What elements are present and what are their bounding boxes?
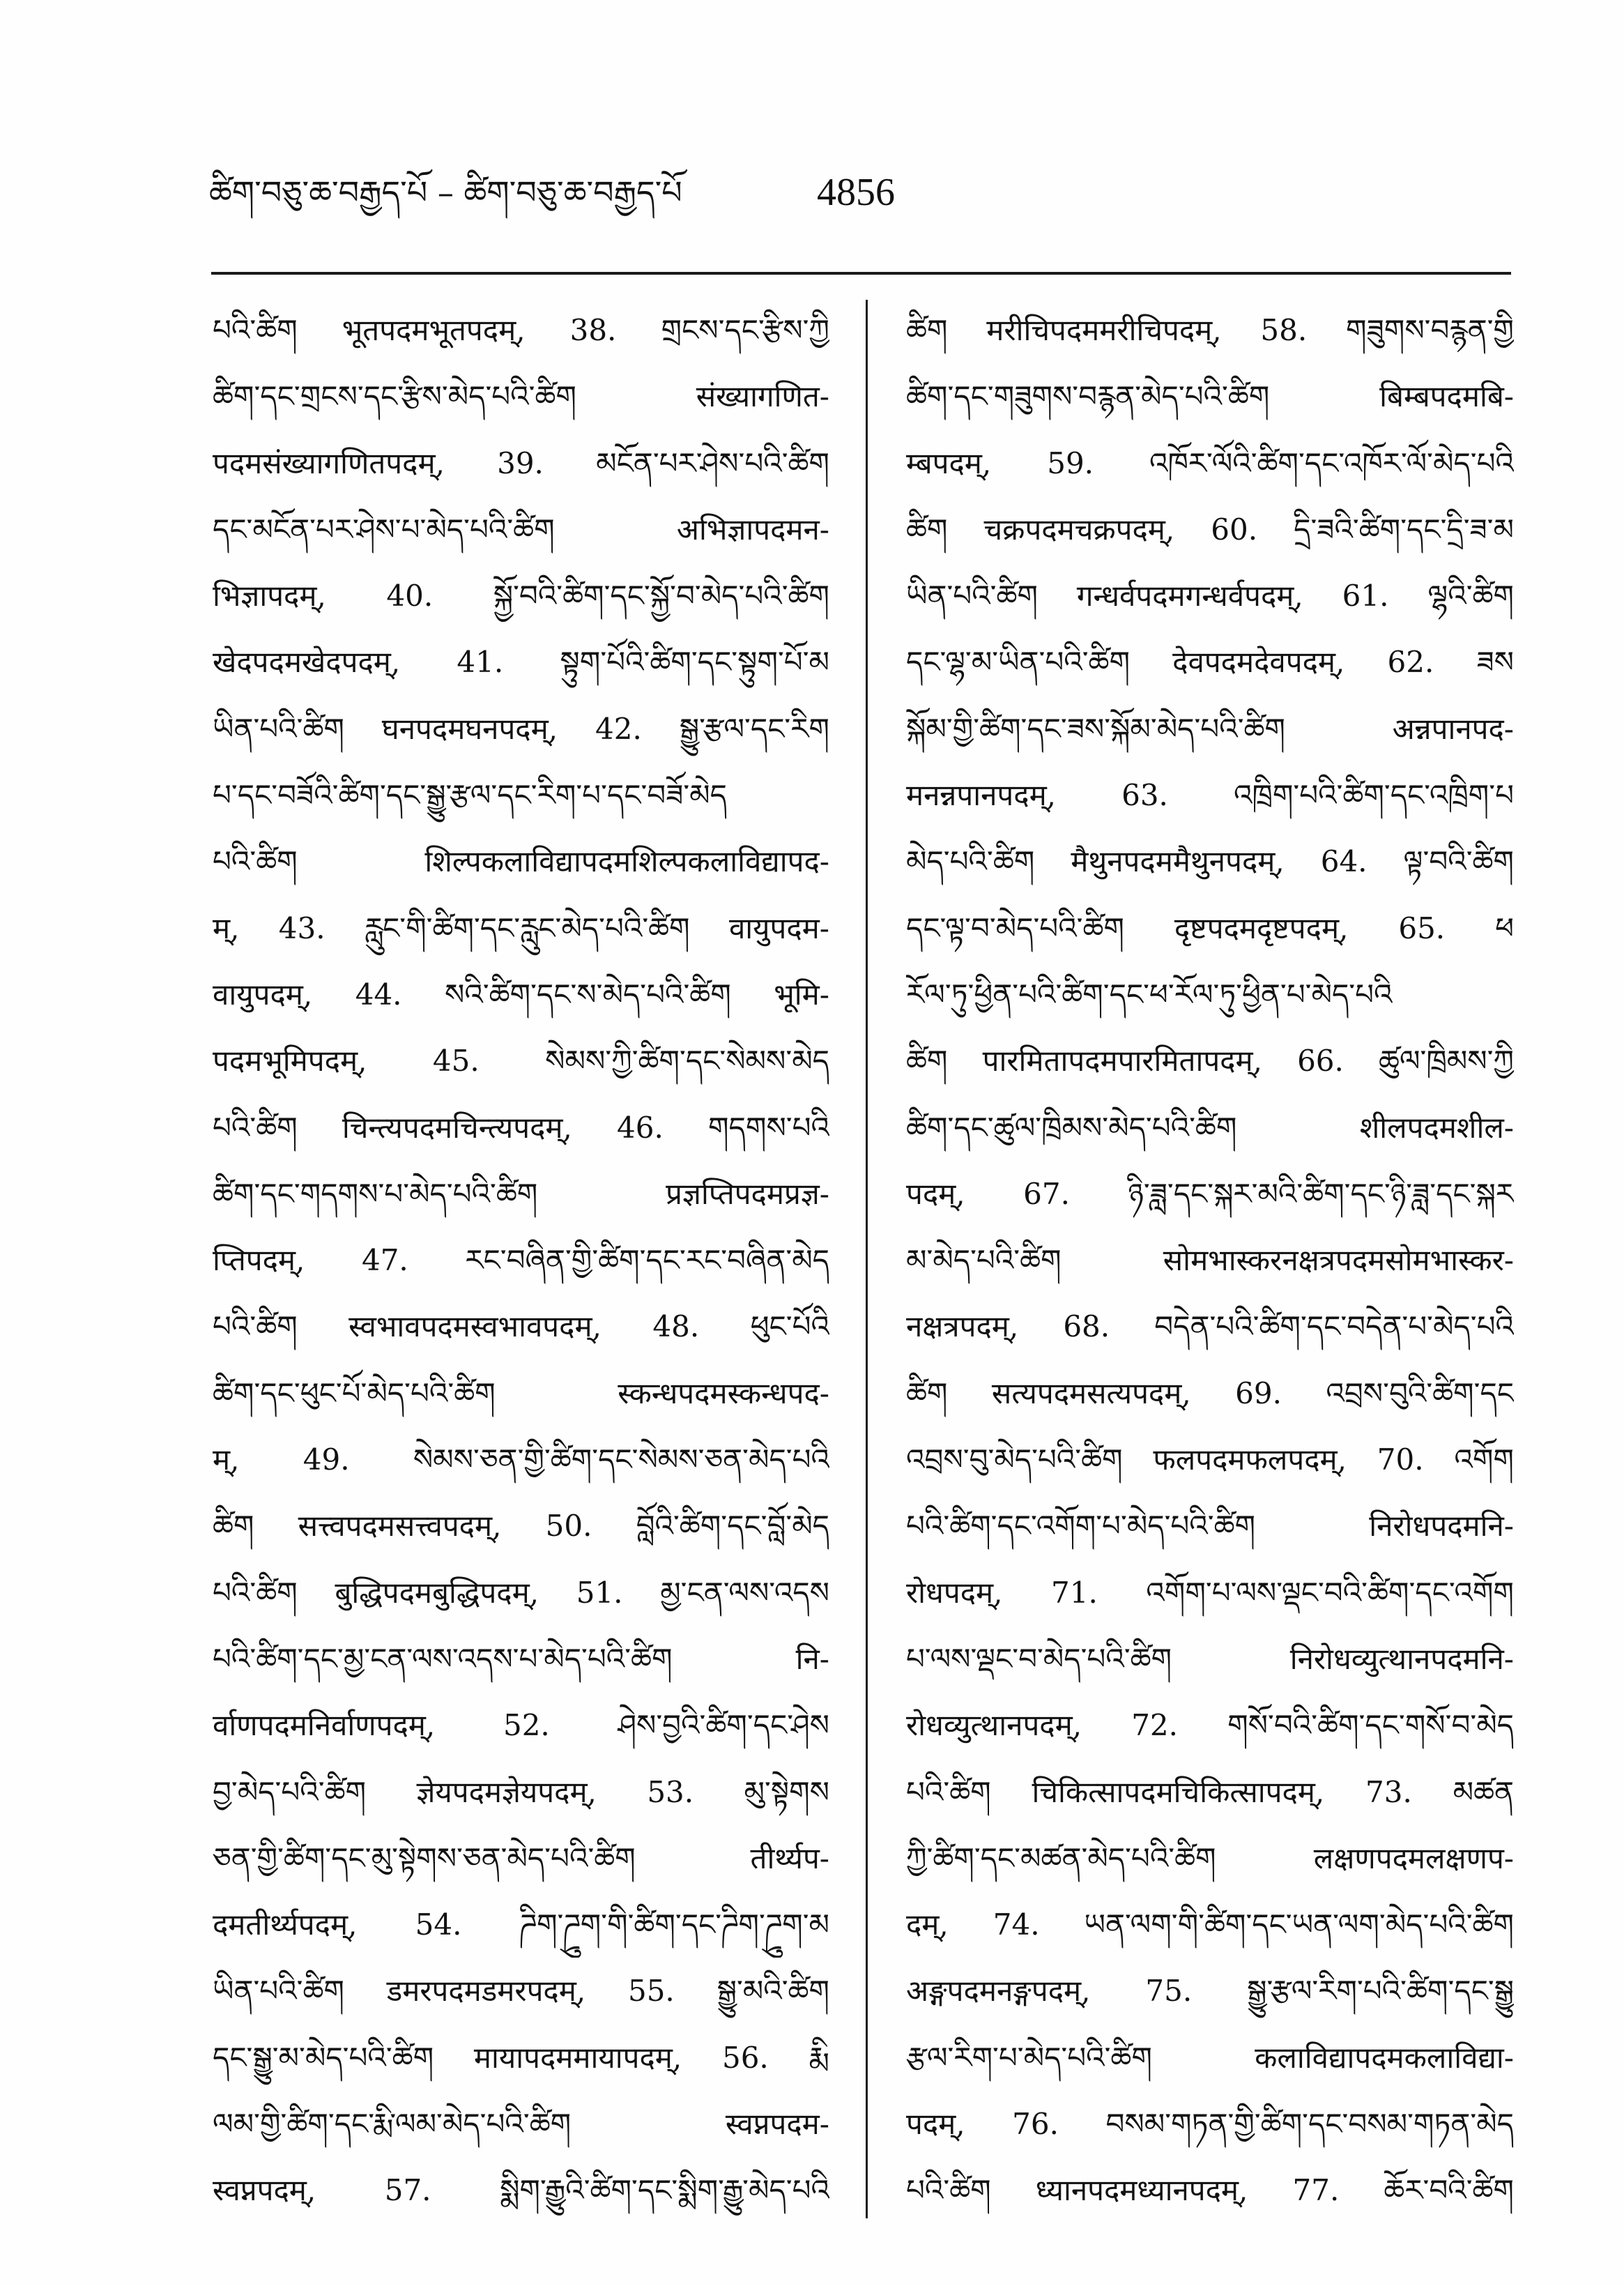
text-line: པ་དང་བཟོའི་ཚིག་དང་སྒྱུ་རྩལ་དང་རིག་པ་དང་བཟོ་མེད	[213, 778, 727, 813]
text-line: अङ्गपदमनङ्गपदम्, 75. སྒྱུ་རྩལ་རིག་པའི་ཚིག་དང་སྒྱུ	[906, 1974, 1514, 2009]
text-line: ཚིག पारमितापदमपारमितापदम्, 66. ཚུལ་ཁྲིམས་ཀྱི	[906, 1044, 1514, 1079]
text-line: ཡིན་པའི་ཚིག घनपदमघनपदम्, 42. སྒྱུ་རྩལ་དང་རིག	[213, 711, 829, 746]
text-line: पदम्, 67. ཉི་ཟླ་དང་སྐར་མའི་ཚིག་དང་ཉི་ཟླ་དང་སྐར	[906, 1176, 1514, 1211]
text-line: རྩལ་རིག་པ་མེད་པའི་ཚིག कलाविद्यापदमकलाविद्या-	[906, 2040, 1514, 2075]
text-line: འབྲས་བུ་མེད་པའི་ཚིག फलपदमफलपदम्, 70. འགོག	[906, 1442, 1514, 1477]
text-line: नक्षत्रपदम्, 68. བདེན་པའི་ཚིག་དང་བདེན་པ་མེད་པའི	[906, 1309, 1514, 1344]
text-line: ཡིན་པའི་ཚིག गन्धर्वपदमगन्धर्वपदम्, 61. ལྷའི་ཚིག	[906, 579, 1514, 614]
text-line: ཚིག་དང་ཚུལ་ཁྲིམས་མེད་པའི་ཚིག शीलपदमशील-	[906, 1110, 1514, 1145]
text-line: म्बपदम्, 59. འཁོར་ལོའི་ཚིག་དང་འཁོར་ལོ་མེད་པའི	[906, 445, 1514, 480]
text-line: पदमसंख्यागणितपदम्, 39. མངོན་པར་ཤེས་པའི་ཚིག	[213, 445, 829, 480]
text-line: ཚིག་དང་གཟུགས་བརྙན་མེད་པའི་ཚིག बिम्बपदमबि-	[906, 379, 1514, 414]
text-line: ཚིག सत्यपदमसत्यपदम्, 69. འབྲས་བུའི་ཚིག་དང	[906, 1376, 1514, 1410]
text-line: रोधव्युत्थानपदम्, 72. གསོ་བའི་ཚིག་དང་གསོ་བ་མེད	[906, 1708, 1514, 1743]
header-rule	[211, 272, 1511, 275]
text-line: ཅན་གྱི་ཚིག་དང་མུ་སྟེགས་ཅན་མེད་པའི་ཚིག तीर्थ्यप-	[213, 1841, 829, 1875]
page-number: 4856	[817, 171, 895, 214]
text-line: पदम्, 76. བསམ་གཏན་གྱི་ཚིག་དང་བསམ་གཏན་མེད	[906, 2107, 1514, 2142]
text-line: भिज्ञापदम्, 40. སྐྱོ་བའི་ཚིག་དང་སྐྱོ་བ་མེད་པའི་ཚིག	[213, 579, 829, 614]
text-line: ཚིག चक्रपदमचक्रपदम्, 60. དྲི་ཟའི་ཚིག་དང་དྲི་ཟ་མ	[906, 512, 1514, 547]
text-line: खेदपदमखेदपदम्, 41. སྟུག་པོའི་ཚིག་དང་སྟུག་པོ་མ	[213, 645, 829, 680]
running-title: ཚིག་བཅུ་ཆ་བརྒྱད་པོ – ཚིག་བཅུ་ཆ་བརྒྱད་པོ	[209, 174, 682, 211]
text-line: प्तिपदम्, 47. རང་བཞིན་གྱི་ཚིག་དང་རང་བཞིན་མེད	[213, 1243, 829, 1278]
text-line: रोधपदम्, 71. འགོག་པ་ལས་ལྡང་བའི་ཚིག་དང་འགོག	[906, 1575, 1514, 1610]
text-line: पदमभूमिपदम्, 45. སེམས་ཀྱི་ཚིག་དང་སེམས་མེད	[213, 1044, 829, 1079]
text-line: པའི་ཚིག भूतपदमभूतपदम्, 38. གྲངས་དང་རྩིས་ཀྱི	[213, 313, 829, 347]
text-line: པའི་ཚིག चिन्त्यपदमचिन्त्यपदम्, 46. གདགས་པའི	[213, 1110, 829, 1145]
text-line: པའི་ཚིག་དང་མྱ་ངན་ལས་འདས་པ་མེད་པའི་ཚིག नि-	[213, 1641, 829, 1676]
text-line: ཡིན་པའི་ཚིག डमरपदमडमरपदम्, 55. སྒྱུ་མའི་ཚིག	[213, 1974, 829, 2009]
text-line: དང་མངོན་པར་ཤེས་པ་མེད་པའི་ཚིག अभिज्ञापदमन-	[213, 512, 829, 547]
text-line: ཚིག सत्त्वपदमसत्त्वपदम्, 50. བློའི་ཚིག་དང་བློ་མེད	[213, 1509, 829, 1544]
text-line: ཚིག་དང་ཕུང་པོ་མེད་པའི་ཚིག स्कन्धपदमस्कन्धपद-	[213, 1376, 829, 1410]
text-line: ཚིག་དང་གདགས་པ་མེད་པའི་ཚིག प्रज्ञप्तिपदमप्रज्ञ-	[213, 1176, 829, 1211]
column-divider	[866, 300, 868, 2218]
text-line: བྱ་མེད་པའི་ཚིག ज्ञेयपदमज्ञेयपदम्, 53. མུ་སྟེགས	[213, 1774, 829, 1809]
text-line: པའི་ཚིག बुद्धिपदमबुद्धिपदम्, 51. མྱ་ངན་ལས་འདས	[213, 1575, 829, 1610]
text-line: མེད་པའི་ཚིག मैथुनपदममैथुनपदम्, 64. ལྟ་བའི་ཚིག	[906, 844, 1514, 879]
text-line: दमतीर्थ्यपदम्, 54. ཌིག་ཌྲུག་གི་ཚིག་དང་ཌིག་ཌྲུག་མ	[213, 1907, 829, 1942]
text-line: वायुपदम्, 44. སའི་ཚིག་དང་ས་མེད་པའི་ཚིག भूमि-	[213, 977, 829, 1012]
text-line: པའི་ཚིག चिकित्सापदमचिकित्सापदम्, 73. མཚན	[906, 1774, 1514, 1809]
text-line: ཚིག मरीचिपदममरीचिपदम्, 58. གཟུགས་བརྙན་གྱི	[906, 313, 1514, 347]
text-line: སྐོམ་གྱི་ཚིག་དང་ཟས་སྐོམ་མེད་པའི་ཚིག अन्नपानपद-	[906, 711, 1514, 746]
text-line: ལམ་གྱི་ཚིག་དང་རྨི་ལམ་མེད་པའི་ཚིག स्वप्नपदम-	[213, 2107, 829, 2142]
text-line: པའི་ཚིག ध्यानपदमध्यानपदम्, 77. ཆོར་བའི་ཚིག	[906, 2173, 1514, 2208]
text-line: པ་ལས་ལྡང་བ་མེད་པའི་ཚིག निरोधव्युत्थानपदमनि-	[906, 1641, 1514, 1676]
text-line: मनन्नपानपदम्, 63. འཁྲིག་པའི་ཚིག་དང་འཁྲིག་པ	[906, 778, 1514, 813]
text-line: པའི་ཚིག་དང་འགོག་པ་མེད་པའི་ཚིག निरोधपदमनि-	[906, 1509, 1514, 1544]
text-line: स्वप्नपदम्, 57. སྨིག་རྒྱུའི་ཚིག་དང་སྨིག་རྒྱུ་མེད་པའི	[213, 2173, 829, 2208]
text-line: པའི་ཚིག शिल्पकलाविद्यापदमशिल्पकलाविद्यापद-	[213, 844, 829, 879]
text-line: དང་སྒྱུ་མ་མེད་པའི་ཚིག मायापदममायापदम्, 56. རྨི	[213, 2040, 829, 2075]
text-line: दम्, 74. ཡན་ལག་གི་ཚིག་དང་ཡན་ལག་མེད་པའི་ཚིག	[906, 1907, 1514, 1942]
left-column	[213, 297, 829, 2224]
text-line: ཚིག་དང་གྲངས་དང་རྩིས་མེད་པའི་ཚིག संख्यागणित-	[213, 379, 829, 414]
text-line: པའི་ཚིག स्वभावपदमस्वभावपदम्, 48. ཕུང་པོའི	[213, 1309, 829, 1344]
text-line: र्वाणपदमनिर्वाणपदम्, 52. ཤེས་བྱའི་ཚིག་དང་ཤེས	[213, 1708, 829, 1743]
text-line: རོལ་ཏུ་ཕྱིན་པའི་ཚིག་དང་ཕ་རོལ་ཏུ་ཕྱིན་པ་མེད་པའི	[906, 977, 1393, 1012]
text-line: म्, 43. རླུང་གི་ཚིག་དང་རླུང་མེད་པའི་ཚིག वायुपदम-	[213, 910, 829, 945]
text-line: म्, 49. སེམས་ཅན་གྱི་ཚིག་དང་སེམས་ཅན་མེད་པའི	[213, 1442, 829, 1477]
text-line: ཀྱི་ཚིག་དང་མཚན་མེད་པའི་ཚིག लक्षणपदमलक्षणप-	[906, 1841, 1514, 1875]
right-column	[906, 297, 1514, 2224]
text-line: དང་ལྷ་མ་ཡིན་པའི་ཚིག देवपदमदेवपदम्, 62. ཟས	[906, 645, 1514, 680]
text-line: དང་ལྟ་བ་མེད་པའི་ཚིག दृष्टपदमदृष्टपदम्, 65. ཕ	[906, 910, 1514, 945]
text-line: མ་མེད་པའི་ཚིག सोमभास्करनक्षत्रपदमसोमभास्कर-	[906, 1243, 1514, 1278]
